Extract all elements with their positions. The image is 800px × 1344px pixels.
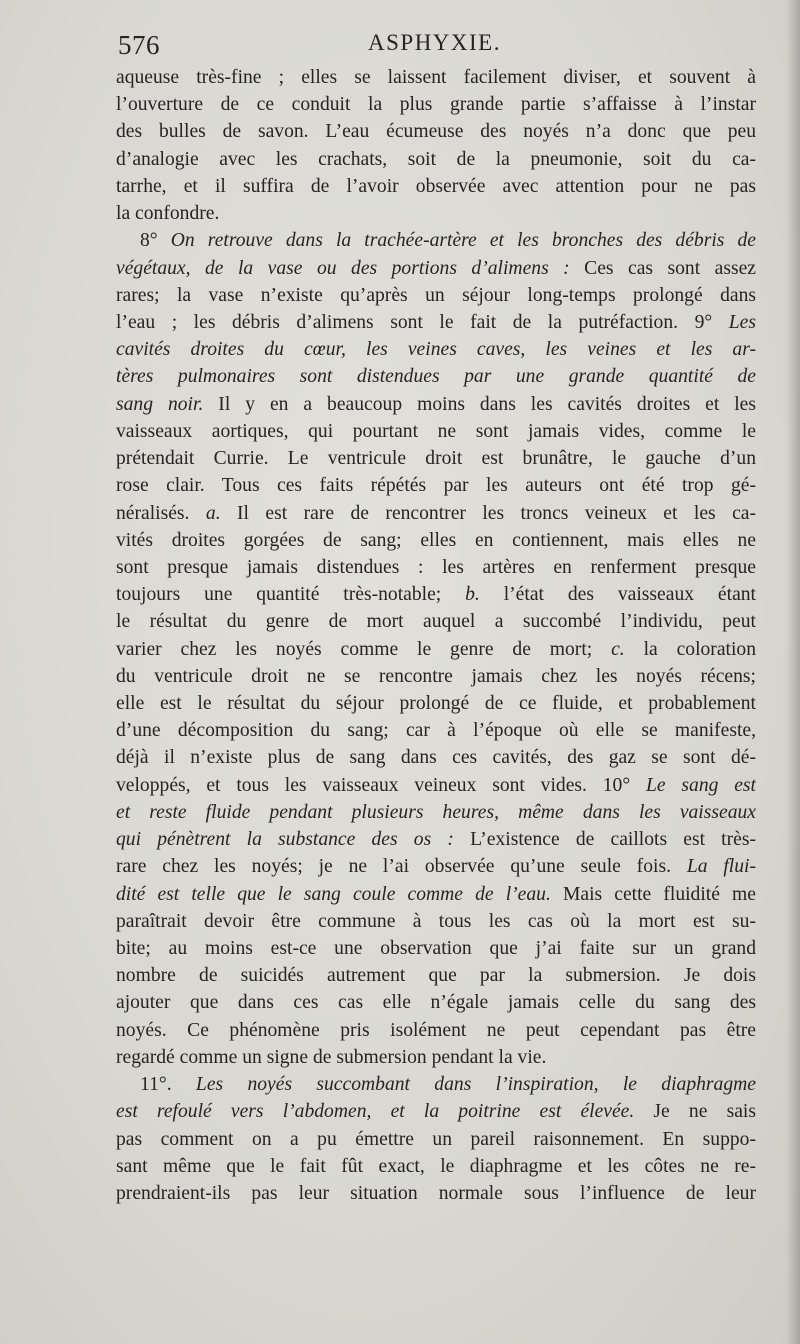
text-run: le résultat du genre de mort auquel a succombé l’individu, peut: [116, 611, 756, 633]
text-line: [116, 500, 756, 527]
italic-text: et reste fluide pendant plusieurs heures, même dans les vaisseaux: [116, 801, 756, 823]
text-line: [116, 554, 756, 581]
text-run: varier chez les noyés comme le genre de mort;: [116, 638, 612, 660]
text-line: [116, 663, 756, 690]
text-line: [116, 581, 756, 608]
italic-text: dité est telle que le sang coule comme de l’eau.: [116, 883, 551, 905]
text-run: l’état des vaisseaux étant: [479, 584, 756, 606]
text-run: du ventricule droit ne se rencontre jamais chez les noyés récens;: [116, 665, 756, 687]
text-line: [116, 173, 756, 200]
running-head: ASPHYXIE.: [368, 30, 501, 55]
text-line: [116, 391, 756, 418]
text-line: [116, 445, 756, 472]
text-line: [116, 989, 756, 1016]
text-run: rose clair. Tous ces faits répétés par les auteurs ont été trop gé-: [116, 475, 756, 497]
text-line: [116, 881, 756, 908]
italic-text: qui pénètrent la substance des os :: [116, 829, 454, 851]
text-run: des bulles de savon. L’eau écumeuse des noyés n’a donc que peu: [116, 121, 756, 143]
italic-text: sang noir.: [116, 393, 204, 415]
text-run: sant même que le fait fût exact, le diaphragme et les côtes ne re-: [116, 1155, 756, 1177]
text-run: Je ne sais: [634, 1101, 756, 1123]
text-run: tarrhe, et il suffira de l’avoir observée avec attention pour ne pas: [116, 175, 756, 197]
text-run: d’analogie avec les crachats, soit de la pneumonie, soit du ca-: [116, 148, 756, 170]
text-run: la coloration: [624, 638, 756, 660]
text-line: [116, 608, 756, 635]
text-line: [116, 363, 756, 390]
text-line: [116, 472, 756, 499]
text-run: déjà il n’existe plus de sang dans ces cavités, des gaz se sont dé-: [116, 747, 756, 769]
text-line: [116, 1126, 756, 1153]
text-line: [116, 309, 756, 336]
text-line: [116, 908, 756, 935]
page-edge-shadow: [786, 0, 800, 1344]
text-line: [116, 1044, 756, 1071]
text-run: veloppés, et tous les vaisseaux veineux sont vides. 10°: [116, 774, 646, 796]
italic-text: c.: [611, 638, 625, 660]
text-run: elle est le résultat du séjour prolongé de ce fluide, et probablement: [116, 693, 756, 715]
page-number: 576: [118, 30, 160, 60]
italic-text: est refoulé vers l’abdomen, et la poitrine est élevée.: [116, 1101, 635, 1123]
italic-text: Les: [728, 311, 756, 333]
text-line: [116, 935, 756, 962]
italic-text: Les noyés succombant dans l’inspiration, le diaphragme: [195, 1074, 756, 1096]
page-header: [118, 30, 758, 66]
italic-text: végétaux, de la vase ou des portions d’alimens :: [116, 257, 570, 279]
text-run: noyés. Ce phénomène pris isolément ne peut cependant pas être: [116, 1019, 756, 1041]
text-line: [116, 118, 756, 145]
text-line: [116, 418, 756, 445]
text-line: [116, 962, 756, 989]
text-line: [116, 690, 756, 717]
text-line: [116, 336, 756, 363]
text-run: Il y en a beaucoup moins dans les cavités droites et les: [203, 393, 756, 415]
text-run: 11°.: [140, 1074, 196, 1096]
text-line: [116, 1098, 756, 1125]
italic-text: On retrouve dans la trachée-artère et les bronches des débris de: [170, 230, 756, 252]
text-run: néralisés.: [116, 502, 206, 524]
text-line: [116, 527, 756, 554]
text-line: [116, 744, 756, 771]
italic-text: a.: [205, 502, 221, 524]
text-run: nombre de suicidés autrement que par la submersion. Je dois: [116, 965, 756, 987]
text-line: [116, 826, 756, 853]
text-run: d’une décomposition du sang; car à l’époque où elle se manifeste,: [116, 720, 756, 742]
text-run: l’eau ; les débris d’alimens sont le fait de la putréfaction. 9°: [116, 311, 729, 333]
text-line: [116, 1180, 756, 1207]
italic-text: La flui-: [686, 856, 756, 878]
text-run: regardé comme un signe de submersion pendant la vie.: [116, 1046, 547, 1068]
text-line: [116, 636, 756, 663]
text-run: Ces cas sont assez: [569, 257, 756, 279]
text-run: bite; au moins est-ce une observation que j’ai faite sur un grand: [116, 938, 756, 959]
italic-text: Le sang est: [645, 774, 756, 796]
text-run: ajouter que dans ces cas elle n’égale jamais celle du sang des: [116, 992, 756, 1014]
text-run: la confondre.: [116, 203, 220, 225]
text-run: prétendait Currie. Le ventricule droit est brunâtre, le gauche d’un: [116, 448, 756, 470]
text-run: l’ouverture de ce conduit la plus grande partie s’affaisse à l’instar: [116, 94, 756, 116]
italic-text: b.: [465, 584, 480, 606]
text-run: toujours une quantité très-notable;: [116, 584, 466, 606]
text-line: [116, 255, 756, 282]
text-run: Mais cette fluidité me: [550, 883, 756, 905]
text-run: sont presque jamais distendues : les artères en renferment presque: [116, 556, 756, 578]
body-text: [116, 64, 756, 1207]
text-line: [116, 64, 756, 91]
text-run: vités droites gorgées de sang; elles en contiennent, mais elles ne: [116, 529, 756, 551]
text-run: Il est rare de rencontrer les troncs veineux et les ca-: [220, 502, 756, 524]
text-run: vaisseaux aortiques, qui pourtant ne sont jamais vides, comme le: [116, 420, 756, 442]
text-line: [116, 146, 756, 173]
text-line: [116, 1017, 756, 1044]
text-line: [116, 200, 756, 227]
text-line: [116, 227, 756, 254]
text-run: rares; la vase n’existe qu’après un séjour long-temps prolongé dans: [116, 284, 756, 306]
text-run: aqueuse très-fine ; elles se laissent facilement diviser, et souvent à: [116, 67, 756, 88]
text-run: 8°: [140, 230, 171, 252]
text-line: [116, 91, 756, 118]
text-line: [116, 1153, 756, 1180]
text-line: [116, 772, 756, 799]
text-run: rare chez les noyés; je ne l’ai observée qu’une seule fois.: [116, 856, 687, 878]
text-run: paraîtrait devoir être commune à tous les cas où la mort est su-: [116, 910, 756, 932]
text-line: [116, 1071, 756, 1098]
text-line: [116, 717, 756, 744]
text-run: pas comment on a pu émettre un pareil raisonnement. En suppo-: [116, 1128, 756, 1150]
text-line: [116, 853, 756, 880]
text-line: [116, 282, 756, 309]
text-run: prendraient-ils pas leur situation normale sous l’influence de leur: [116, 1182, 756, 1204]
italic-text: cavités droites du cœur, les veines caves, les veines et les ar-: [116, 339, 756, 361]
text-line: [116, 799, 756, 826]
text-run: L’existence de caillots est très-: [453, 829, 756, 851]
italic-text: tères pulmonaires sont distendues par une grande quantité de: [116, 366, 756, 388]
